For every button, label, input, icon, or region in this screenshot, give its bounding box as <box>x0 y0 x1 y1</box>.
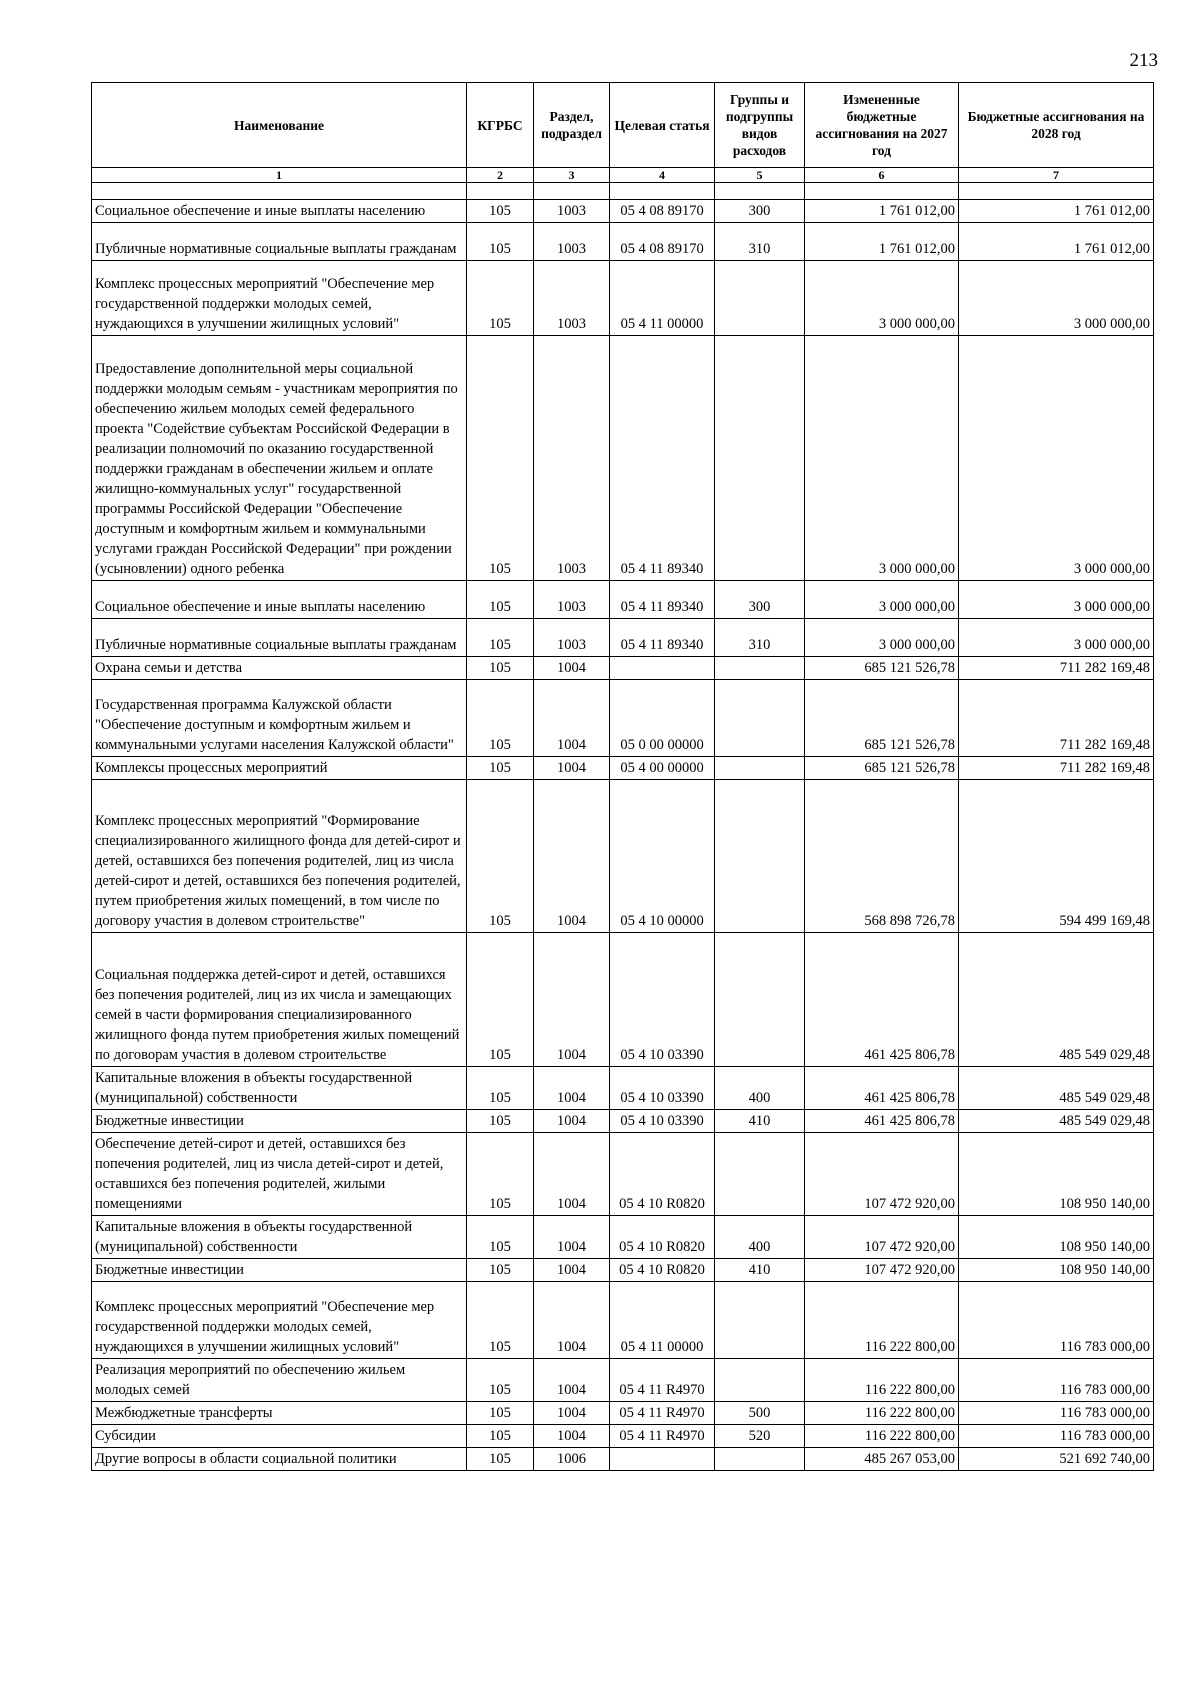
row-section: 1004 <box>534 680 610 757</box>
row-amount-2028: 108 950 140,00 <box>959 1259 1154 1282</box>
column-number: 5 <box>715 168 805 183</box>
table-row <box>92 1359 1154 1402</box>
row-section: 1003 <box>534 200 610 223</box>
row-target-article: 05 4 10 03390 <box>610 933 715 1067</box>
table-body <box>92 200 1154 1471</box>
row-section: 1004 <box>534 1259 610 1282</box>
row-amount-2027: 3 000 000,00 <box>805 261 959 336</box>
table-row <box>92 1282 1154 1359</box>
row-amount-2027: 568 898 726,78 <box>805 780 959 933</box>
row-name: Государственная программа Калужской области "Обеспечение доступным и комфортным жильем и коммунальными услугами населения Калужской области" <box>92 680 467 757</box>
table-row <box>92 1067 1154 1110</box>
row-expense-group: 300 <box>715 581 805 619</box>
row-section: 1004 <box>534 1110 610 1133</box>
row-expense-group <box>715 680 805 757</box>
column-number: 1 <box>92 168 467 183</box>
header-2028: Бюджетные ассигнования на 2028 год <box>959 83 1154 168</box>
row-section: 1003 <box>534 336 610 581</box>
row-expense-group: 400 <box>715 1216 805 1259</box>
table-row <box>92 1259 1154 1282</box>
row-name: Социальное обеспечение и иные выплаты населению <box>92 200 467 223</box>
row-name: Комплекс процессных мероприятий "Обеспечение мер государственной поддержки молодых семей, нуждающихся в улучшении жилищных условий" <box>92 1282 467 1359</box>
row-target-article: 05 4 10 00000 <box>610 780 715 933</box>
row-expense-group <box>715 261 805 336</box>
page-number: 213 <box>1129 50 1158 71</box>
table-row <box>92 1216 1154 1259</box>
row-amount-2027: 116 222 800,00 <box>805 1402 959 1425</box>
row-amount-2027: 107 472 920,00 <box>805 1216 959 1259</box>
row-target-article: 05 4 10 03390 <box>610 1067 715 1110</box>
row-amount-2027: 116 222 800,00 <box>805 1282 959 1359</box>
header-section: Раздел, подраздел <box>534 83 610 168</box>
row-target-article: 05 4 11 00000 <box>610 1282 715 1359</box>
row-kgrbs: 105 <box>467 1282 534 1359</box>
row-amount-2028: 594 499 169,48 <box>959 780 1154 933</box>
row-section: 1003 <box>534 619 610 657</box>
row-amount-2027: 461 425 806,78 <box>805 1067 959 1110</box>
column-number: 7 <box>959 168 1154 183</box>
row-expense-group: 310 <box>715 619 805 657</box>
row-expense-group: 520 <box>715 1425 805 1448</box>
row-kgrbs: 105 <box>467 1425 534 1448</box>
row-target-article: 05 4 08 89170 <box>610 223 715 261</box>
row-target-article <box>610 1448 715 1471</box>
row-kgrbs: 105 <box>467 780 534 933</box>
row-kgrbs: 105 <box>467 680 534 757</box>
row-expense-group: 500 <box>715 1402 805 1425</box>
row-amount-2028: 485 549 029,48 <box>959 933 1154 1067</box>
row-expense-group <box>715 1133 805 1216</box>
row-amount-2028: 108 950 140,00 <box>959 1133 1154 1216</box>
row-section: 1004 <box>534 1133 610 1216</box>
row-amount-2028: 116 783 000,00 <box>959 1402 1154 1425</box>
row-kgrbs: 105 <box>467 261 534 336</box>
row-name: Капитальные вложения в объекты государственной (муниципальной) собственности <box>92 1216 467 1259</box>
row-expense-group: 300 <box>715 200 805 223</box>
row-amount-2027: 461 425 806,78 <box>805 1110 959 1133</box>
row-expense-group <box>715 657 805 680</box>
table-row <box>92 581 1154 619</box>
row-amount-2028: 116 783 000,00 <box>959 1425 1154 1448</box>
table-row <box>92 1133 1154 1216</box>
row-amount-2028: 116 783 000,00 <box>959 1359 1154 1402</box>
row-target-article: 05 4 10 R0820 <box>610 1216 715 1259</box>
row-amount-2028: 521 692 740,00 <box>959 1448 1154 1471</box>
row-section: 1003 <box>534 261 610 336</box>
row-amount-2028: 711 282 169,48 <box>959 757 1154 780</box>
column-number: 3 <box>534 168 610 183</box>
spacer-row <box>92 183 1154 200</box>
row-amount-2028: 3 000 000,00 <box>959 261 1154 336</box>
table-row <box>92 1402 1154 1425</box>
header-2027: Измененные бюджетные ассигнования на 2027 год <box>805 83 959 168</box>
row-amount-2027: 116 222 800,00 <box>805 1425 959 1448</box>
row-kgrbs: 105 <box>467 1259 534 1282</box>
column-number-row <box>92 168 1154 183</box>
row-kgrbs: 105 <box>467 223 534 261</box>
row-name: Комплекс процессных мероприятий "Формирование специализированного жилищного фонда для детей-сирот и детей, оставшихся без попечения родителей, лиц из числа детей-сирот и детей, оставшихся без попечения родителей, путем приобретения жилых помещений, в том числе по договору участия в долевом строительстве" <box>92 780 467 933</box>
row-target-article: 05 4 10 R0820 <box>610 1259 715 1282</box>
row-expense-group <box>715 336 805 581</box>
row-kgrbs: 105 <box>467 336 534 581</box>
row-expense-group: 400 <box>715 1067 805 1110</box>
table-row <box>92 223 1154 261</box>
row-name: Социальное обеспечение и иные выплаты населению <box>92 581 467 619</box>
row-kgrbs: 105 <box>467 933 534 1067</box>
row-section: 1004 <box>534 1425 610 1448</box>
budget-table <box>91 82 1154 1471</box>
row-kgrbs: 105 <box>467 1133 534 1216</box>
row-amount-2027: 3 000 000,00 <box>805 619 959 657</box>
row-amount-2027: 461 425 806,78 <box>805 933 959 1067</box>
row-amount-2028: 485 549 029,48 <box>959 1110 1154 1133</box>
row-expense-group <box>715 1282 805 1359</box>
row-section: 1003 <box>534 581 610 619</box>
row-name: Другие вопросы в области социальной политики <box>92 1448 467 1471</box>
row-section: 1004 <box>534 1402 610 1425</box>
row-name: Межбюджетные трансферты <box>92 1402 467 1425</box>
row-kgrbs: 105 <box>467 657 534 680</box>
table-row <box>92 757 1154 780</box>
row-expense-group: 410 <box>715 1110 805 1133</box>
row-amount-2028: 1 761 012,00 <box>959 200 1154 223</box>
row-amount-2027: 107 472 920,00 <box>805 1259 959 1282</box>
row-name: Бюджетные инвестиции <box>92 1259 467 1282</box>
row-amount-2028: 1 761 012,00 <box>959 223 1154 261</box>
table-row <box>92 619 1154 657</box>
row-amount-2027: 685 121 526,78 <box>805 757 959 780</box>
row-amount-2027: 685 121 526,78 <box>805 680 959 757</box>
header-group: Группы и подгруппы видов расходов <box>715 83 805 168</box>
row-target-article: 05 4 11 R4970 <box>610 1359 715 1402</box>
row-kgrbs: 105 <box>467 757 534 780</box>
row-section: 1004 <box>534 1216 610 1259</box>
row-expense-group <box>715 933 805 1067</box>
row-amount-2027: 485 267 053,00 <box>805 1448 959 1471</box>
row-section: 1006 <box>534 1448 610 1471</box>
row-amount-2027: 3 000 000,00 <box>805 336 959 581</box>
row-name: Социальная поддержка детей-сирот и детей, оставшихся без попечения родителей, лиц из их числа и замещающих семей в части формирования специализированного жилищного фонда путем приобретения жилых помещений по договорам участия в долевом строительстве <box>92 933 467 1067</box>
table-row <box>92 933 1154 1067</box>
table-row <box>92 680 1154 757</box>
row-name: Реализация мероприятий по обеспечению жильем молодых семей <box>92 1359 467 1402</box>
row-name: Предоставление дополнительной меры социальной поддержки молодым семьям - участникам мероприятия по обеспечению жильем молодых семей федерального проекта "Содействие субъектам Российской Федерации в реализации полномочий по оказанию государственной поддержки гражданам в обеспечении жильем и оплате жилищно-коммунальных услуг" государственной программы Российской Федерации "Обеспечение доступным и комфортным жильем и коммунальными услугами граждан Российской Федерации" при рождении (усыновлении) одного ребенка <box>92 336 467 581</box>
row-kgrbs: 105 <box>467 1402 534 1425</box>
row-target-article: 05 4 11 89340 <box>610 619 715 657</box>
row-expense-group: 310 <box>715 223 805 261</box>
header-target: Целевая статья <box>610 83 715 168</box>
column-number: 4 <box>610 168 715 183</box>
row-section: 1004 <box>534 1067 610 1110</box>
row-section: 1003 <box>534 223 610 261</box>
row-target-article: 05 4 08 89170 <box>610 200 715 223</box>
row-amount-2027: 685 121 526,78 <box>805 657 959 680</box>
row-section: 1004 <box>534 757 610 780</box>
row-amount-2028: 3 000 000,00 <box>959 336 1154 581</box>
table-row <box>92 261 1154 336</box>
row-expense-group <box>715 1448 805 1471</box>
row-amount-2028: 3 000 000,00 <box>959 581 1154 619</box>
header-row <box>92 83 1154 168</box>
header-name: Наименование <box>92 83 467 168</box>
column-number: 6 <box>805 168 959 183</box>
table-row <box>92 200 1154 223</box>
row-amount-2028: 108 950 140,00 <box>959 1216 1154 1259</box>
row-name: Комплекс процессных мероприятий "Обеспечение мер государственной поддержки молодых семей, нуждающихся в улучшении жилищных условий" <box>92 261 467 336</box>
row-amount-2028: 116 783 000,00 <box>959 1282 1154 1359</box>
table-row <box>92 336 1154 581</box>
row-amount-2027: 3 000 000,00 <box>805 581 959 619</box>
row-target-article <box>610 657 715 680</box>
row-target-article: 05 4 10 03390 <box>610 1110 715 1133</box>
header-kgrbs: КГРБС <box>467 83 534 168</box>
row-kgrbs: 105 <box>467 1110 534 1133</box>
row-target-article: 05 4 00 00000 <box>610 757 715 780</box>
row-section: 1004 <box>534 1359 610 1402</box>
row-target-article: 05 4 10 R0820 <box>610 1133 715 1216</box>
row-name: Комплексы процессных мероприятий <box>92 757 467 780</box>
row-kgrbs: 105 <box>467 619 534 657</box>
row-kgrbs: 105 <box>467 1067 534 1110</box>
row-amount-2028: 711 282 169,48 <box>959 680 1154 757</box>
row-amount-2027: 107 472 920,00 <box>805 1133 959 1216</box>
row-target-article: 05 4 11 R4970 <box>610 1402 715 1425</box>
row-expense-group <box>715 757 805 780</box>
row-amount-2027: 1 761 012,00 <box>805 223 959 261</box>
column-number: 2 <box>467 168 534 183</box>
row-name: Обеспечение детей-сирот и детей, оставшихся без попечения родителей, лиц из числа детей-сирот и детей, оставшихся без попечения родителей, жилыми помещениями <box>92 1133 467 1216</box>
row-kgrbs: 105 <box>467 200 534 223</box>
row-name: Публичные нормативные социальные выплаты гражданам <box>92 619 467 657</box>
row-kgrbs: 105 <box>467 1448 534 1471</box>
row-section: 1004 <box>534 1282 610 1359</box>
row-expense-group <box>715 1359 805 1402</box>
row-section: 1004 <box>534 657 610 680</box>
row-target-article: 05 4 11 89340 <box>610 581 715 619</box>
row-kgrbs: 105 <box>467 1359 534 1402</box>
row-kgrbs: 105 <box>467 1216 534 1259</box>
row-amount-2027: 1 761 012,00 <box>805 200 959 223</box>
row-name: Охрана семьи и детства <box>92 657 467 680</box>
row-amount-2028: 711 282 169,48 <box>959 657 1154 680</box>
row-expense-group: 410 <box>715 1259 805 1282</box>
row-section: 1004 <box>534 933 610 1067</box>
row-target-article: 05 4 11 00000 <box>610 261 715 336</box>
table-row <box>92 780 1154 933</box>
row-target-article: 05 0 00 00000 <box>610 680 715 757</box>
row-name: Капитальные вложения в объекты государственной (муниципальной) собственности <box>92 1067 467 1110</box>
table-row <box>92 1425 1154 1448</box>
row-kgrbs: 105 <box>467 581 534 619</box>
row-amount-2028: 3 000 000,00 <box>959 619 1154 657</box>
table-row <box>92 1110 1154 1133</box>
row-target-article: 05 4 11 R4970 <box>610 1425 715 1448</box>
row-name: Субсидии <box>92 1425 467 1448</box>
table-row <box>92 1448 1154 1471</box>
row-name: Публичные нормативные социальные выплаты гражданам <box>92 223 467 261</box>
row-amount-2027: 116 222 800,00 <box>805 1359 959 1402</box>
table-row <box>92 657 1154 680</box>
row-section: 1004 <box>534 780 610 933</box>
row-target-article: 05 4 11 89340 <box>610 336 715 581</box>
row-expense-group <box>715 780 805 933</box>
row-amount-2028: 485 549 029,48 <box>959 1067 1154 1110</box>
row-name: Бюджетные инвестиции <box>92 1110 467 1133</box>
